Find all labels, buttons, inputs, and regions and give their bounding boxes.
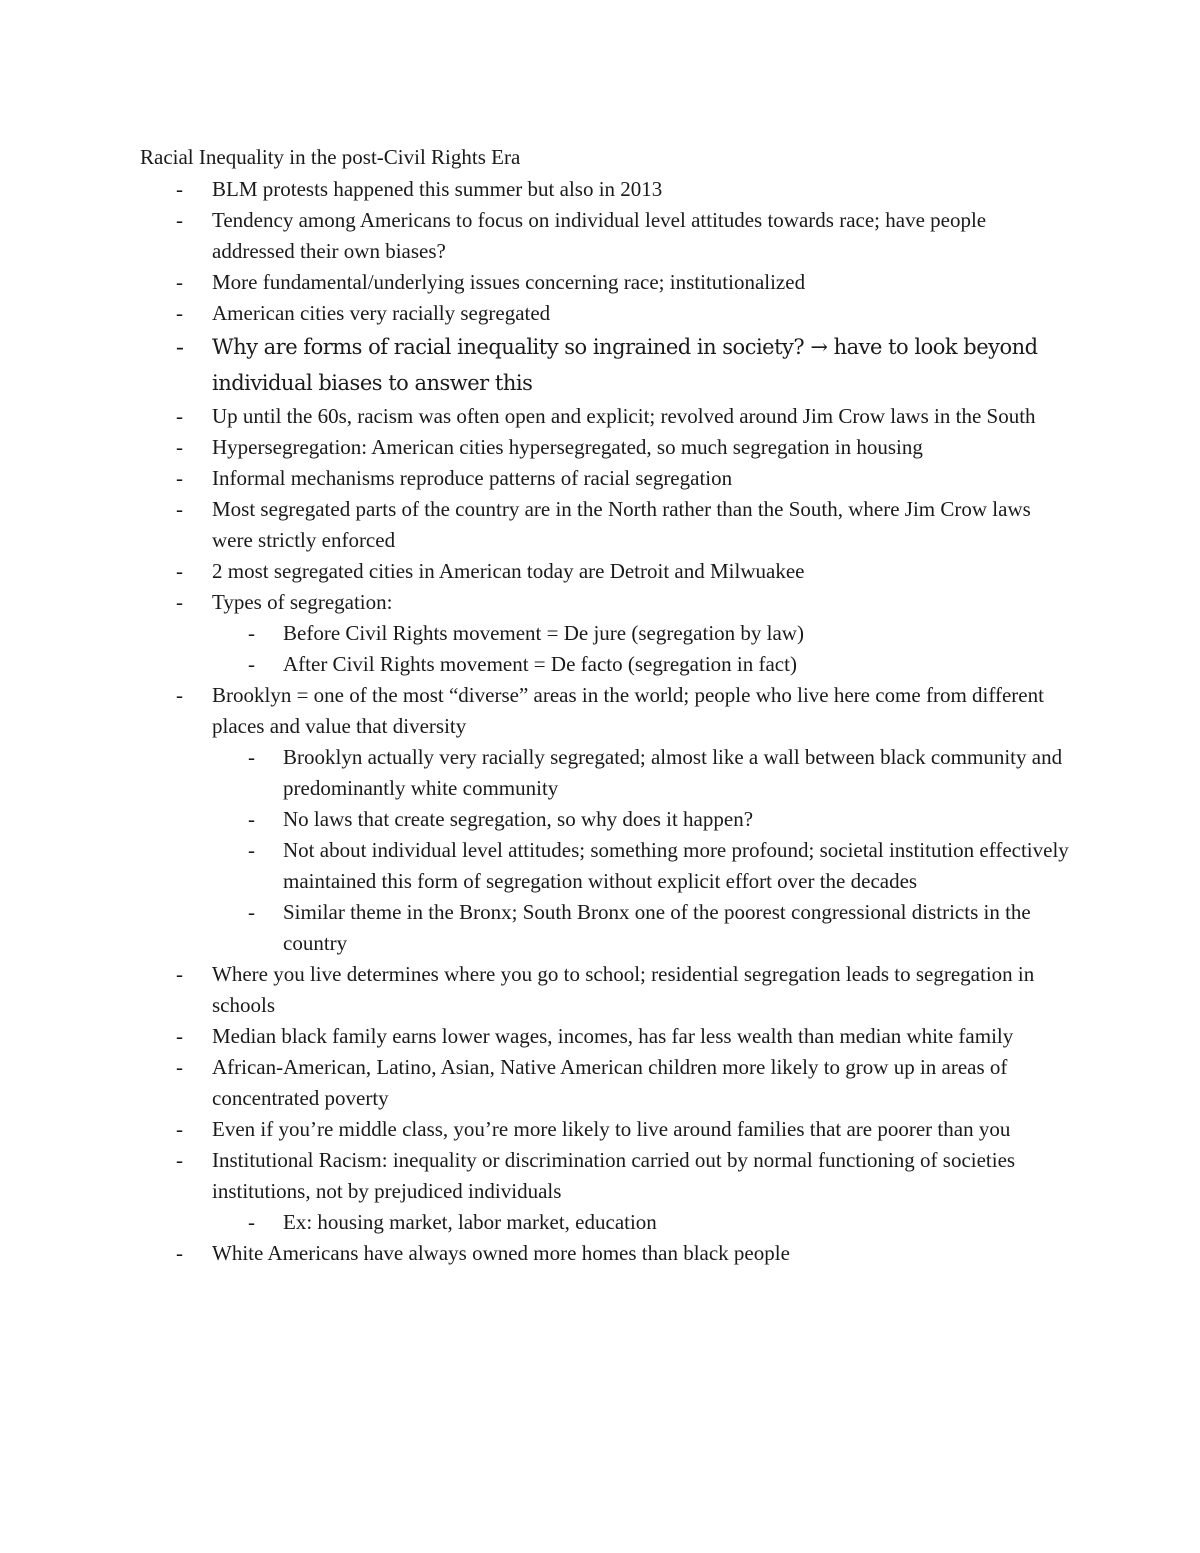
list-item [0,1238,1200,1269]
bullet-dash: - [248,1210,255,1234]
list-item [0,587,1200,618]
list-item [0,298,1200,329]
list-item-text: American cities very racially segregated [212,301,551,325]
list-item-text: Why are forms of racial inequality so ingrained in society? → have to look beyond individual biases to answer this [212,335,1038,395]
bullet-dash: - [176,270,183,294]
list-item-text: 2 most segregated cities in American today are Detroit and Milwuakee [212,559,805,583]
bullet-dash: - [176,683,183,707]
bullet-dash: - [176,559,183,583]
bullet-dash: - [248,652,255,676]
list-item-text: Informal mechanisms reproduce patterns of racial segregation [212,466,733,490]
list-item-text: Brooklyn = one of the most “diverse” areas in the world; people who live here come from different places and value that diversity [212,683,1044,738]
bullet-dash: - [176,301,183,325]
list-item-text: Not about individual level attitudes; something more profound; societal institution effectively maintained this form of segregation without explicit effort over the decades [283,838,1069,893]
list-item-text: Similar theme in the Bronx; South Bronx one of the poorest congressional districts in the country [283,900,1031,955]
bullet-dash: - [248,900,255,924]
page-title: Racial Inequality in the post-Civil Rights Era [140,145,521,169]
list-item-text: More fundamental/underlying issues concerning race; institutionalized [212,270,806,294]
bullet-dash: - [176,466,183,490]
list-item [0,680,1200,742]
list-item [0,174,1200,205]
list-item [0,1145,1200,1207]
bullet-dash: - [176,1148,183,1172]
list-item-text: Median black family earns lower wages, incomes, has far less wealth than median white family [212,1024,1014,1048]
list-item-text: Before Civil Rights movement = De jure (segregation by law) [283,621,804,645]
list-item-text: Where you live determines where you go to school; residential segregation leads to segregation in schools [212,962,1035,1017]
sub-list-item [0,835,1200,897]
list-item [0,1052,1200,1114]
list-item-text: Tendency among Americans to focus on individual level attitudes towards race; have people addressed their own biases? [212,208,987,263]
list-item-text: Ex: housing market, labor market, education [283,1210,657,1234]
list-item-text: White Americans have always owned more homes than black people [212,1241,790,1265]
list-item [0,556,1200,587]
list-item [0,494,1200,556]
list-item-text: After Civil Rights movement = De facto (segregation in fact) [283,652,797,676]
bullet-dash: - [176,404,183,428]
sub-list-item [0,1207,1200,1238]
bullet-dash: - [248,807,255,831]
bullet-dash: - [248,745,255,769]
list-item [0,329,1200,401]
list-item-text: Hypersegregation: American cities hypersegregated, so much segregation in housing [212,435,923,459]
bullet-dash: - [176,497,183,521]
list-item-text: Most segregated parts of the country are in the North rather than the South, where Jim Crow laws were strictly enforced [212,497,1031,552]
list-item-text: Types of segregation: [212,590,393,614]
sub-list-item [0,649,1200,680]
list-item [0,205,1200,267]
list-item-text: Institutional Racism: inequality or discrimination carried out by normal functioning of societies institutions, not by prejudiced individuals [212,1148,1016,1203]
list-item [0,959,1200,1021]
list-item [0,1114,1200,1145]
bullet-dash: - [176,435,183,459]
bullet-dash: - [176,1117,183,1141]
notes-list [0,174,1200,1269]
list-item [0,1021,1200,1052]
bullet-dash: - [176,177,183,201]
bullet-dash: - [176,1024,183,1048]
list-item-text: No laws that create segregation, so why does it happen? [283,807,754,831]
list-item-text: African-American, Latino, Asian, Native American children more likely to grow up in areas of concentrated poverty [212,1055,1008,1110]
list-item [0,267,1200,298]
list-item-text: Brooklyn actually very racially segregated; almost like a wall between black community and predominantly white community [283,745,1063,800]
bullet-dash: - [176,1055,183,1079]
sub-list-item [0,897,1200,959]
bullet-dash: - [176,590,183,614]
bullet-dash: - [248,838,255,862]
list-item [0,432,1200,463]
bullet-dash: - [176,208,183,232]
bullet-dash: - [176,334,184,360]
list-item-text: BLM protests happened this summer but also in 2013 [212,177,663,201]
list-item-text: Up until the 60s, racism was often open and explicit; revolved around Jim Crow laws in the South [212,404,1036,428]
list-item-text: Even if you’re middle class, you’re more likely to live around families that are poorer than you [212,1117,1011,1141]
list-item [0,463,1200,494]
list-item [0,401,1200,432]
bullet-dash: - [248,621,255,645]
sub-list-item [0,742,1200,804]
sub-list-item [0,804,1200,835]
bullet-dash: - [176,1241,183,1265]
sub-list-item [0,618,1200,649]
bullet-dash: - [176,962,183,986]
